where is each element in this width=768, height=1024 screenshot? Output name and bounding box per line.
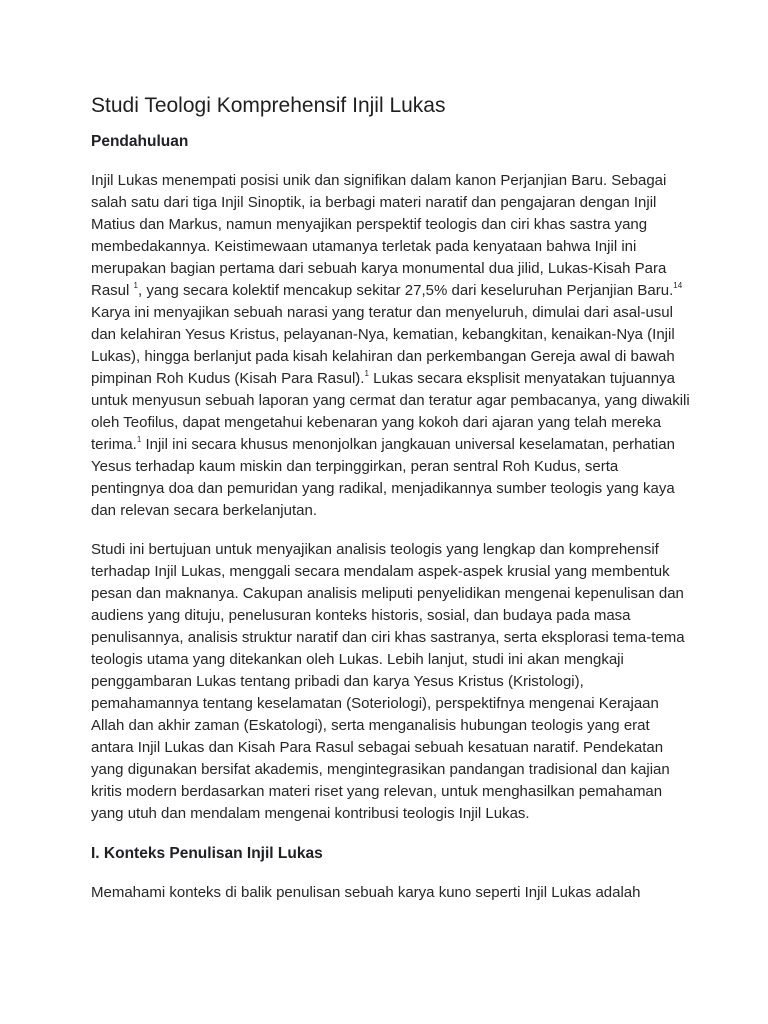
intro-paragraph-2: Studi ini bertujuan untuk menyajikan analisis teologis yang lengkap dan komprehensif terhadap Injil Lukas, menggali secara mendalam aspek-aspek krusial yang membentuk pesan dan maknanya. Cakupan analisis meliputi penyelidikan mengenai kepenulisan dan audiens yang dituju, penelusuran konteks historis, sosial, dan budaya pada masa penulisannya, analisis struktur naratif dan ciri khas sastranya, serta eksplorasi tema-tema teologis utama yang ditekankan oleh Lukas. Lebih lanjut, studi ini akan mengkaji penggambaran Lukas tentang pribadi dan karya Yesus Kristus (Kristologi), pemahamannya tentang keselamatan (Soteriologi), perspektifnya mengenai Kerajaan Allah dan akhir zaman (Eskatologi), serta menganalisis hubungan teologis yang erat antara Injil Lukas dan Kisah Para Rasul sebagai sebuah kesatuan naratif. Pendekatan yang digunakan bersifat akademis, mengintegrasikan pandangan tradisional dan kajian kritis modern berdasarkan materi riset yang relevan, untuk menghasilkan pemahaman yang utuh dan mendalam mengenai kontribusi teologis Injil Lukas. — [91, 541, 685, 822]
intro-heading: Pendahuluan — [91, 133, 189, 150]
intro-text-3: Karya ini menyajikan sebuah narasi yang teratur dan menyeluruh, dimulai dari asal-usul dan kelahiran Yesus Kristus, pelayanan-Nya, kematian, kebangkitan, kenaikan-Nya (Injil Lukas), hingga berlanjut pada kisah kelahiran dan perkembangan Gereja awal di bawah pimpinan Roh Kudus (Kisah Para Rasul). — [91, 304, 675, 387]
document-title: Studi Teologi Komprehensif Injil Lukas — [91, 94, 446, 117]
footnote-ref-14: 14 — [673, 281, 683, 290]
section-1-heading: I. Konteks Penulisan Injil Lukas — [91, 845, 323, 862]
intro-text-1: Injil Lukas menempati posisi unik dan signifikan dalam kanon Perjanjian Baru. Sebagai salah satu dari tiga Injil Sinoptik, ia berbagi materi naratif dan pengajaran dengan Injil Matius dan Markus, namun menyajikan perspektif teologis dan ciri khas sastra yang membedakannya. Keistimewaan utamanya terletak pada kenyataan bahwa Injil ini merupakan bagian pertama dari sebuah karya monumental dua jilid, Lukas-Kisah Para Rasul — [91, 172, 667, 299]
footnote-ref-1c: 1 — [136, 435, 142, 444]
section-1-paragraph: Memahami konteks di balik penulisan sebuah karya kuno seperti Injil Lukas adalah — [91, 884, 641, 901]
footnote-ref-1: 1 — [133, 281, 138, 290]
intro-paragraph-1 — [91, 170, 691, 522]
intro-text-2: , yang secara kolektif mencakup sekitar 27,5% dari keseluruhan Perjanjian Baru. — [137, 282, 674, 299]
intro-text-5: Injil ini secara khusus menonjolkan jangkauan universal keselamatan, perhatian Yesus terhadap kaum miskin dan terpinggirkan, peran sentral Roh Kudus, serta pentingnya doa dan pemuridan yang radikal, menjadikannya sumber teologis yang kaya dan relevan secara berkelanjutan. — [91, 436, 675, 519]
intro-text-4: Lukas secara eksplisit menyatakan tujuannya untuk menyusun sebuah laporan yang cermat dan teratur agar pembacanya, yang diwakili oleh Teofilus, dapat mengetahui kebenaran yang kokoh dari ajaran yang telah mereka terima. — [91, 370, 690, 453]
footnote-ref-1b: 1 — [364, 369, 369, 378]
document-page — [91, 93, 691, 904]
